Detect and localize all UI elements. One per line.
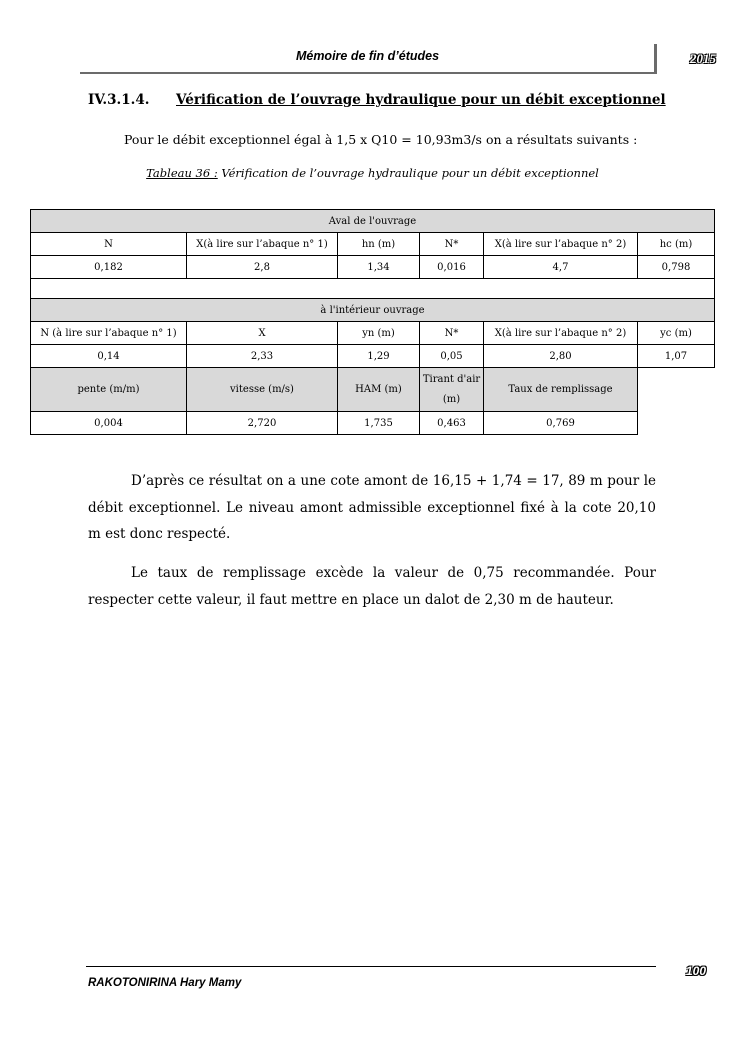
table-header-cell: Tirant d'air (m) (420, 368, 484, 412)
table-cell: 1,07 (638, 345, 715, 368)
table-header-cell: X(à lire sur l’abaque n° 2) (484, 322, 638, 345)
table-header-cell: Taux de remplissage (484, 368, 638, 412)
table-header-cell: N (31, 233, 187, 256)
aval-value-row (31, 256, 715, 279)
table-header-cell: X(à lire sur l’abaque n° 1) (187, 233, 338, 256)
table-cell: 1,34 (338, 256, 420, 279)
table-cell: 2,8 (187, 256, 338, 279)
table-cell: 1,29 (338, 345, 420, 368)
extra-header-row (31, 368, 715, 412)
page-number: 100 (686, 964, 707, 978)
section-number: IV.3.1.4. (88, 92, 150, 108)
table-header-cell: hc (m) (638, 233, 715, 256)
table-cell: 0,14 (31, 345, 187, 368)
paragraph-taux-remplissage: Le taux de remplissage excède la valeur de 0,75 recommandée. Pour respecter cette valeur, il faut mettre en place un dalot de 2,30 m de hauteur. (88, 565, 656, 608)
caption-text: Vérification de l’ouvrage hydraulique pour un débit exceptionnel (217, 166, 599, 180)
spacer-cell (31, 279, 715, 299)
table-header-cell: X(à lire sur l’abaque n° 2) (484, 233, 638, 256)
aval-title-row (31, 210, 715, 233)
table-header-cell: yn (m) (338, 322, 420, 345)
header-rule (80, 72, 655, 74)
table-cell: 2,720 (187, 412, 338, 435)
results-table (30, 209, 715, 435)
table-cell: 4,7 (484, 256, 638, 279)
header-title: Mémoire de fin d’études (295, 49, 440, 63)
table-header-cell: N (à lire sur l’abaque n° 1) (31, 322, 187, 345)
table-header-cell: hn (m) (338, 233, 420, 256)
table-caption (0, 166, 745, 180)
table-header-cell: N* (420, 233, 484, 256)
table-header-cell: pente (m/m) (31, 368, 187, 412)
interieur-value-row (31, 345, 715, 368)
table-cell: 0,182 (31, 256, 187, 279)
section-title: Vérification de l’ouvrage hydraulique pour un débit exceptionnel (176, 92, 666, 108)
table-header-cell: HAM (m) (338, 368, 420, 412)
spacer-row (31, 279, 715, 299)
extra-value-row (31, 412, 715, 435)
table-cell: 0,016 (420, 256, 484, 279)
table-cell: 1,735 (338, 412, 420, 435)
empty-cell (638, 368, 715, 412)
intro-text: Pour le débit exceptionnel égal à 1,5 x Q10 = 10,93m3/s on a résultats suivants : (124, 132, 638, 147)
table-cell: 0,798 (638, 256, 715, 279)
table-cell: 2,80 (484, 345, 638, 368)
header-divider (654, 44, 657, 74)
interieur-header-row (31, 322, 715, 345)
table-cell: 2,33 (187, 345, 338, 368)
paragraph-cote-amont: D’après ce résultat on a une cote amont de 16,15 + 1,74 = 17, 89 m pour le débit exceptionnel. Le niveau amont admissible exceptionnel fixé à la cote 20,10 m est donc respecté. (88, 473, 656, 542)
table-header-cell: N* (420, 322, 484, 345)
section-heading (88, 92, 666, 108)
footer-rule (86, 966, 656, 967)
aval-header-row (31, 233, 715, 256)
table-cell: 0,769 (484, 412, 638, 435)
table-cell: 0,004 (31, 412, 187, 435)
caption-label: Tableau 36 : (146, 166, 218, 180)
interieur-title-row (31, 299, 715, 322)
table-header-cell: yc (m) (638, 322, 715, 345)
interieur-title: à l'intérieur ouvrage (31, 299, 715, 322)
table-header-cell: vitesse (m/s) (187, 368, 338, 412)
header-year: 2015 (690, 51, 716, 66)
footer-author: RAKOTONIRINA Hary Mamy (88, 977, 242, 989)
empty-cell (638, 412, 715, 435)
aval-title: Aval de l'ouvrage (31, 210, 715, 233)
table-cell: 0,05 (420, 345, 484, 368)
table-cell: 0,463 (420, 412, 484, 435)
table-header-cell: X (187, 322, 338, 345)
